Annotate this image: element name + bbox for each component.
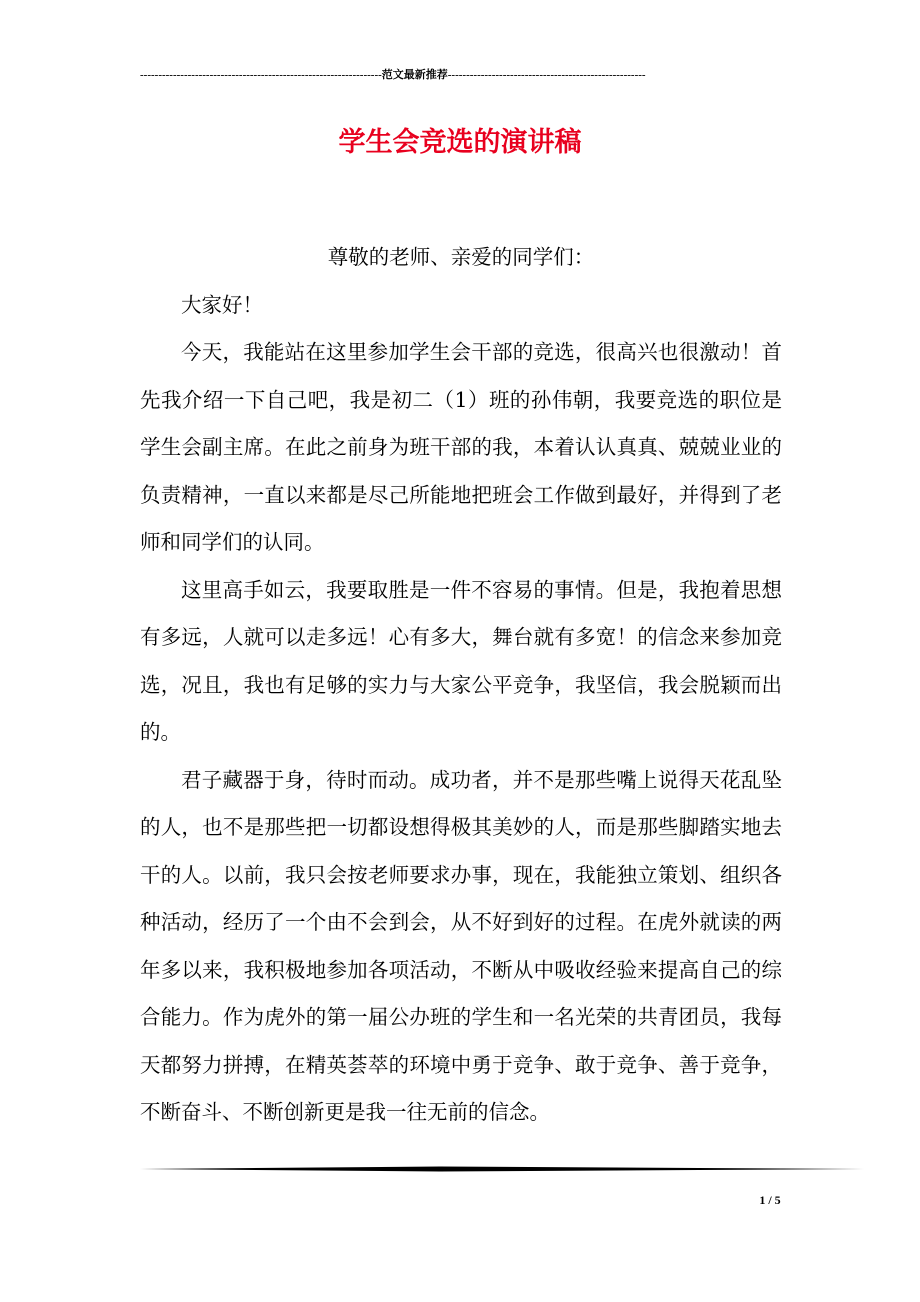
paragraph-experience: 君子藏器于身，待时而动。成功者，并不是那些嘴上说得天花乱坠的人，也不是那些把一切都设想得极其美妙的人，而是那些脚踏实地去干的人。以前，我只会按老师要求办事，现在，我能独立策划、组织各种活动，经历了一个由不会到会，从不好到好的过程。在虎外就读的两年多以来，我积极地参加各项活动，不断从中吸收经验来提高自己的综合能力。作为虎外的第一届公办班的学生和一名光荣的共青团员，我每天都努力拼搏，在精英荟萃的环境中勇于竞争、敢于竞争、善于竞争，不断奋斗、不断创新更是我一往无前的信念。 bbox=[140, 767, 782, 1124]
page-number: 1 / 5 bbox=[759, 1193, 781, 1207]
paragraph-confidence: 这里高手如云，我要取胜是一件不容易的事情。但是，我抱着思想有多远，人就可以走多远！心有多大，舞台就有多宽！的信念来参加竞选，况且，我也有足够的实力与大家公平竞争，我坚信，我会脱颖而出的。 bbox=[140, 577, 782, 744]
document-title: 学生会竞选的演讲稿 bbox=[338, 127, 582, 158]
header-banner: ------------------------------------------------------------------范文最新推荐------------------------------------------------------ bbox=[140, 69, 646, 81]
salutation: 尊敬的老师、亲爱的同学们： bbox=[327, 245, 595, 269]
paragraph-greeting: 大家好！ bbox=[181, 292, 263, 317]
footer-divider bbox=[140, 1166, 864, 1172]
paragraph-introduction: 今天，我能站在这里参加学生会干部的竞选，很高兴也很激动！首先我介绍一下自己吧，我是初二（1）班的孙伟朝，我要竞选的职位是学生会副主席。在此之前身为班干部的我，本着认认真真、兢兢业业的负责精神，一直以来都是尽己所能地把班会工作做到最好，并得到了老师和同学们的认同。 bbox=[140, 340, 782, 554]
document-body bbox=[140, 234, 782, 1137]
